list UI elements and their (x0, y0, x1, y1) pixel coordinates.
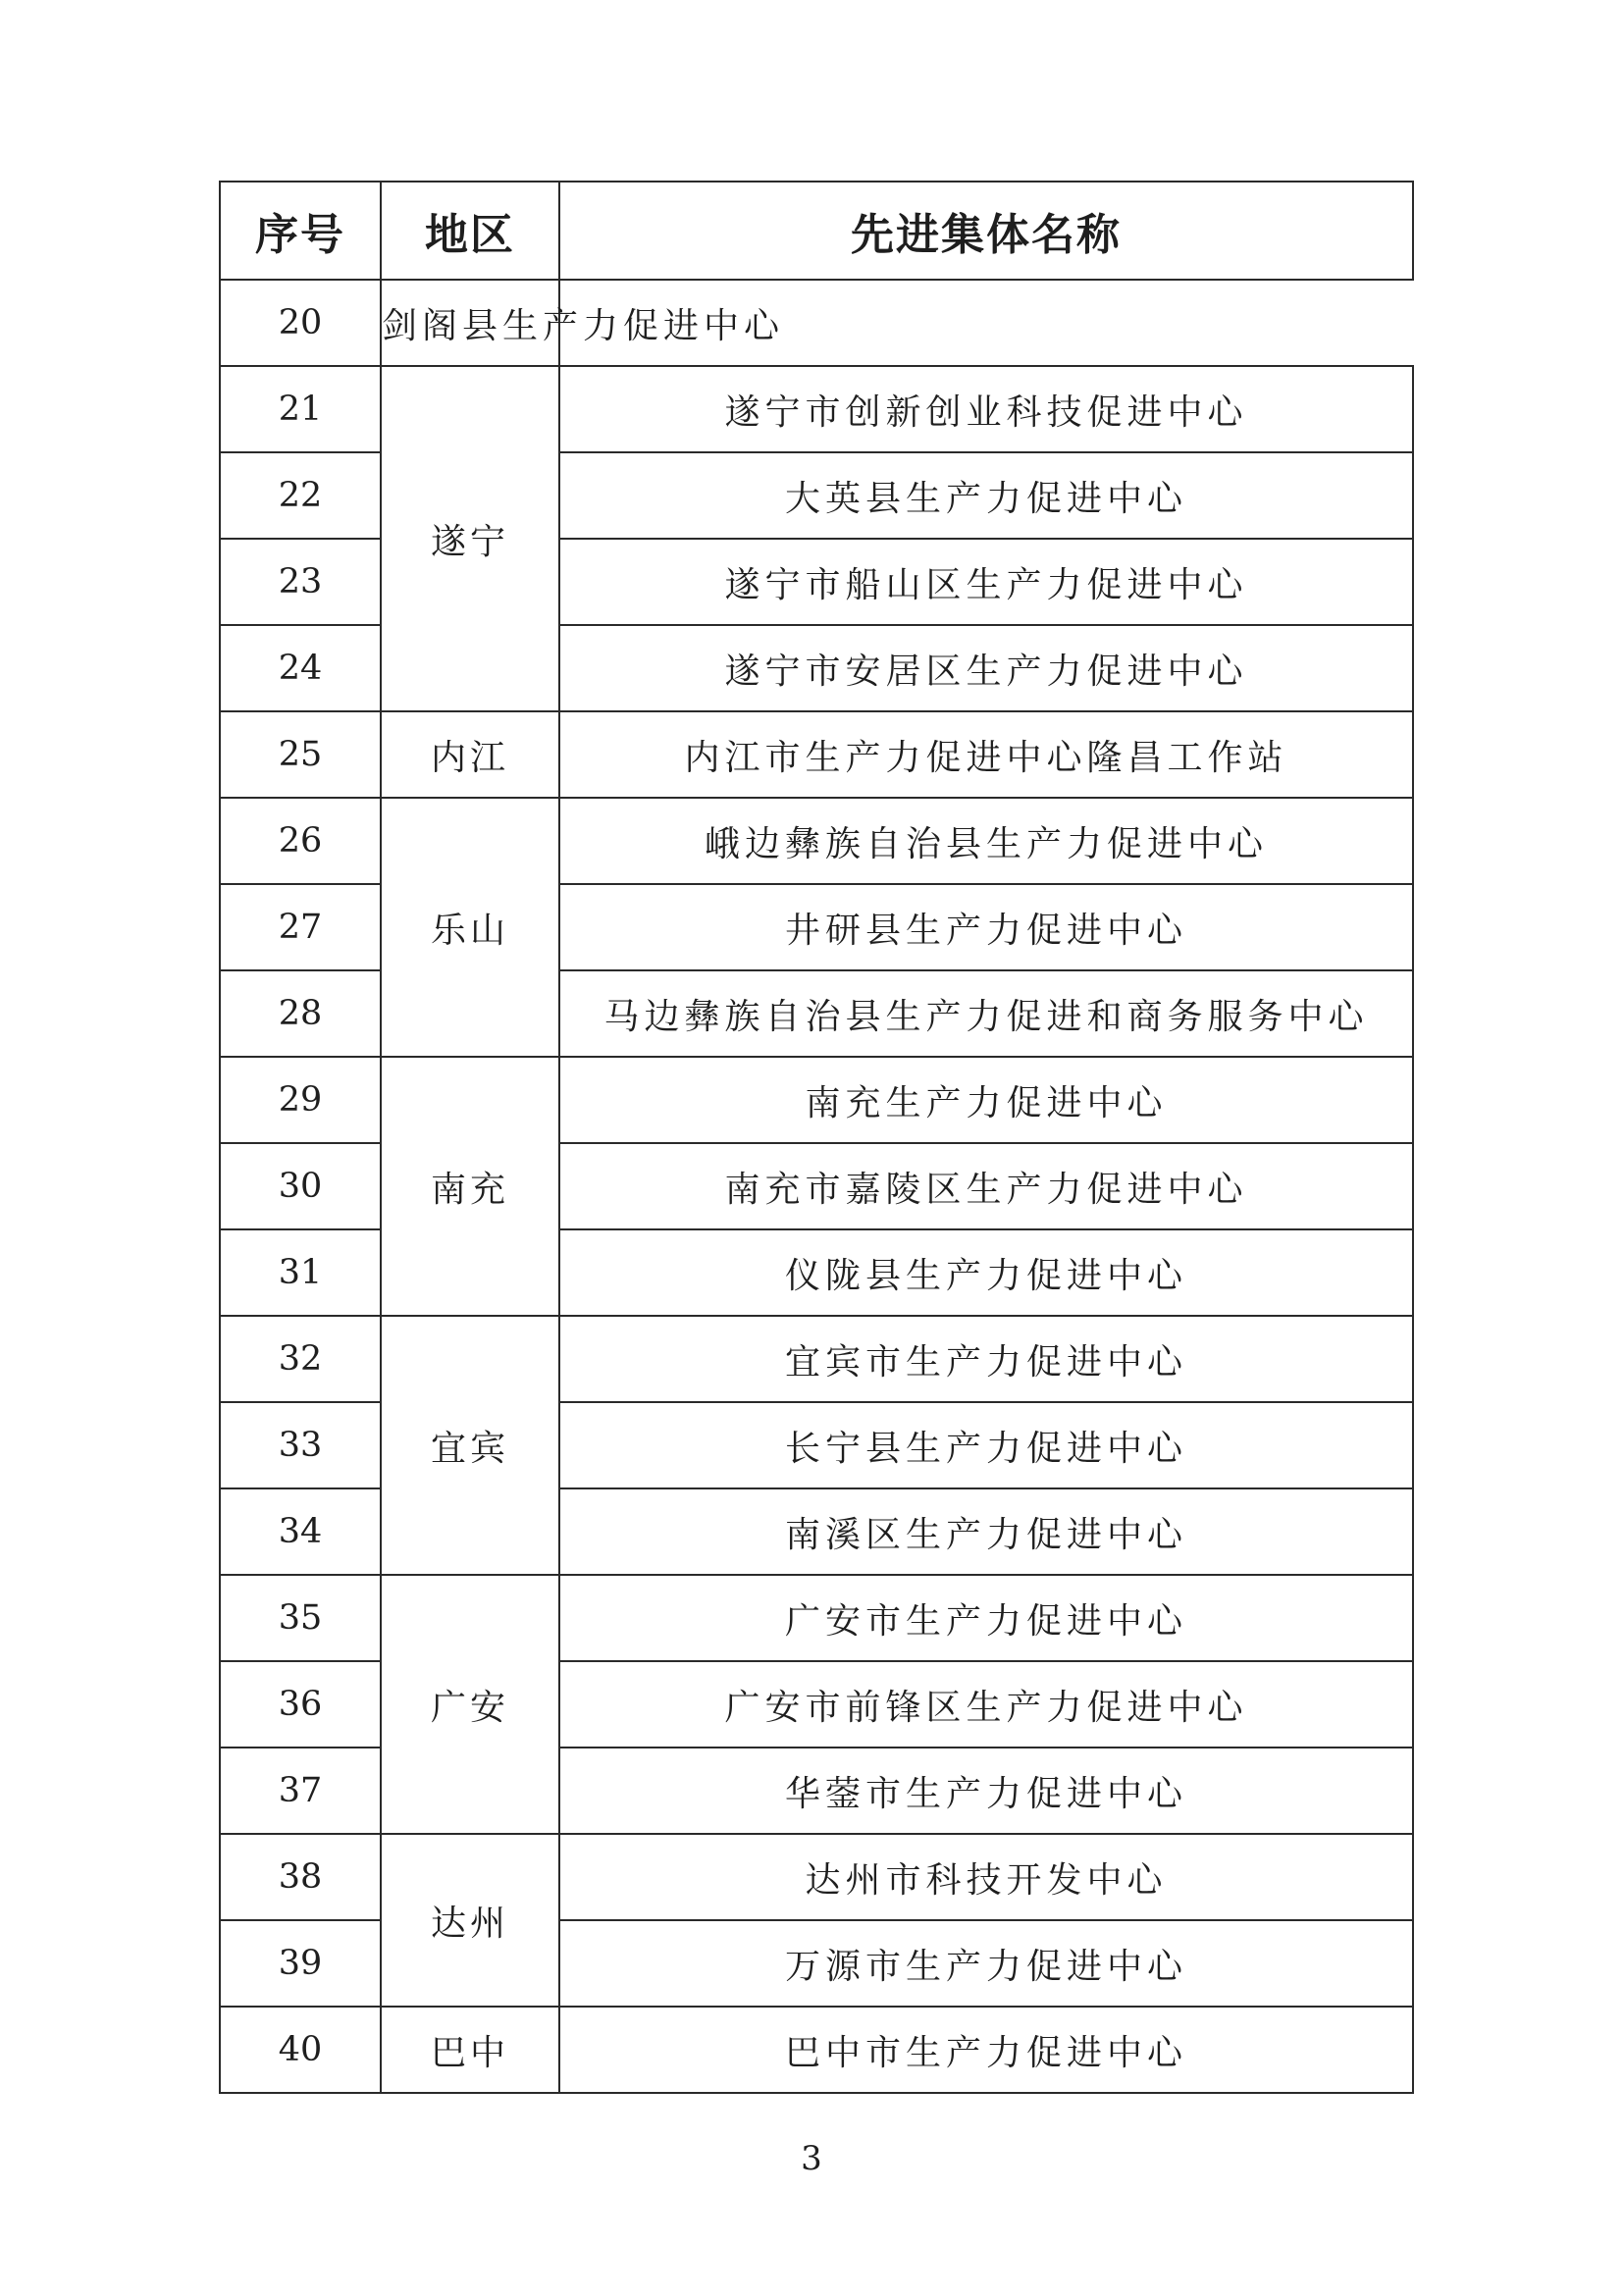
table-body (220, 280, 1413, 2093)
cell-name: 遂宁市船山区生产力促进中心 (559, 539, 1413, 625)
cell-seq: 27 (220, 884, 381, 970)
table-row (220, 1834, 1413, 1920)
cell-name: 剑阁县生产力促进中心 (381, 280, 559, 366)
cell-name: 马边彝族自治县生产力促进和商务服务中心 (559, 970, 1413, 1057)
cell-seq: 25 (220, 711, 381, 798)
cell-region: 遂宁 (381, 366, 559, 711)
cell-seq: 32 (220, 1316, 381, 1402)
cell-seq: 22 (220, 452, 381, 539)
table-row (220, 798, 1413, 884)
header-seq: 序号 (220, 182, 381, 280)
cell-seq: 34 (220, 1488, 381, 1575)
table-header-row (220, 182, 1413, 280)
cell-seq: 26 (220, 798, 381, 884)
cell-seq: 39 (220, 1920, 381, 2007)
cell-seq: 23 (220, 539, 381, 625)
page-number: 3 (801, 2139, 822, 2178)
cell-region: 巴中 (381, 2007, 559, 2093)
cell-name: 遂宁市创新创业科技促进中心 (559, 366, 1413, 452)
cell-name: 万源市生产力促进中心 (559, 1920, 1413, 2007)
cell-region: 广安 (381, 1575, 559, 1834)
cell-region: 达州 (381, 1834, 559, 2007)
cell-name: 巴中市生产力促进中心 (559, 2007, 1413, 2093)
cell-name: 广安市前锋区生产力促进中心 (559, 1661, 1413, 1748)
cell-seq: 33 (220, 1402, 381, 1488)
cell-name: 井研县生产力促进中心 (559, 884, 1413, 970)
cell-name: 宜宾市生产力促进中心 (559, 1316, 1413, 1402)
cell-region: 南充 (381, 1057, 559, 1316)
cell-name: 内江市生产力促进中心隆昌工作站 (559, 711, 1413, 798)
award-table (219, 181, 1414, 2094)
cell-region: 乐山 (381, 798, 559, 1057)
cell-name: 大英县生产力促进中心 (559, 452, 1413, 539)
table-row (220, 280, 1413, 366)
cell-name: 广安市生产力促进中心 (559, 1575, 1413, 1661)
table-row (220, 1057, 1413, 1143)
table-row (220, 1575, 1413, 1661)
table-row (220, 2007, 1413, 2093)
cell-name: 南充市嘉陵区生产力促进中心 (559, 1143, 1413, 1229)
cell-seq: 28 (220, 970, 381, 1057)
cell-name: 华蓥市生产力促进中心 (559, 1748, 1413, 1834)
cell-region: 内江 (381, 711, 559, 798)
cell-seq: 20 (220, 280, 381, 366)
header-region: 地区 (381, 182, 559, 280)
cell-name: 南充生产力促进中心 (559, 1057, 1413, 1143)
cell-name: 达州市科技开发中心 (559, 1834, 1413, 1920)
cell-seq: 37 (220, 1748, 381, 1834)
cell-name: 仪陇县生产力促进中心 (559, 1229, 1413, 1316)
cell-name: 遂宁市安居区生产力促进中心 (559, 625, 1413, 711)
cell-name: 长宁县生产力促进中心 (559, 1402, 1413, 1488)
table-row (220, 711, 1413, 798)
cell-seq: 36 (220, 1661, 381, 1748)
cell-seq: 21 (220, 366, 381, 452)
cell-region: 宜宾 (381, 1316, 559, 1575)
cell-name: 南溪区生产力促进中心 (559, 1488, 1413, 1575)
table-row (220, 366, 1413, 452)
cell-name: 峨边彝族自治县生产力促进中心 (559, 798, 1413, 884)
cell-seq: 29 (220, 1057, 381, 1143)
cell-seq: 30 (220, 1143, 381, 1229)
cell-seq: 38 (220, 1834, 381, 1920)
header-name: 先进集体名称 (559, 182, 1413, 280)
table-row (220, 1316, 1413, 1402)
cell-seq: 40 (220, 2007, 381, 2093)
cell-seq: 24 (220, 625, 381, 711)
cell-seq: 31 (220, 1229, 381, 1316)
cell-seq: 35 (220, 1575, 381, 1661)
